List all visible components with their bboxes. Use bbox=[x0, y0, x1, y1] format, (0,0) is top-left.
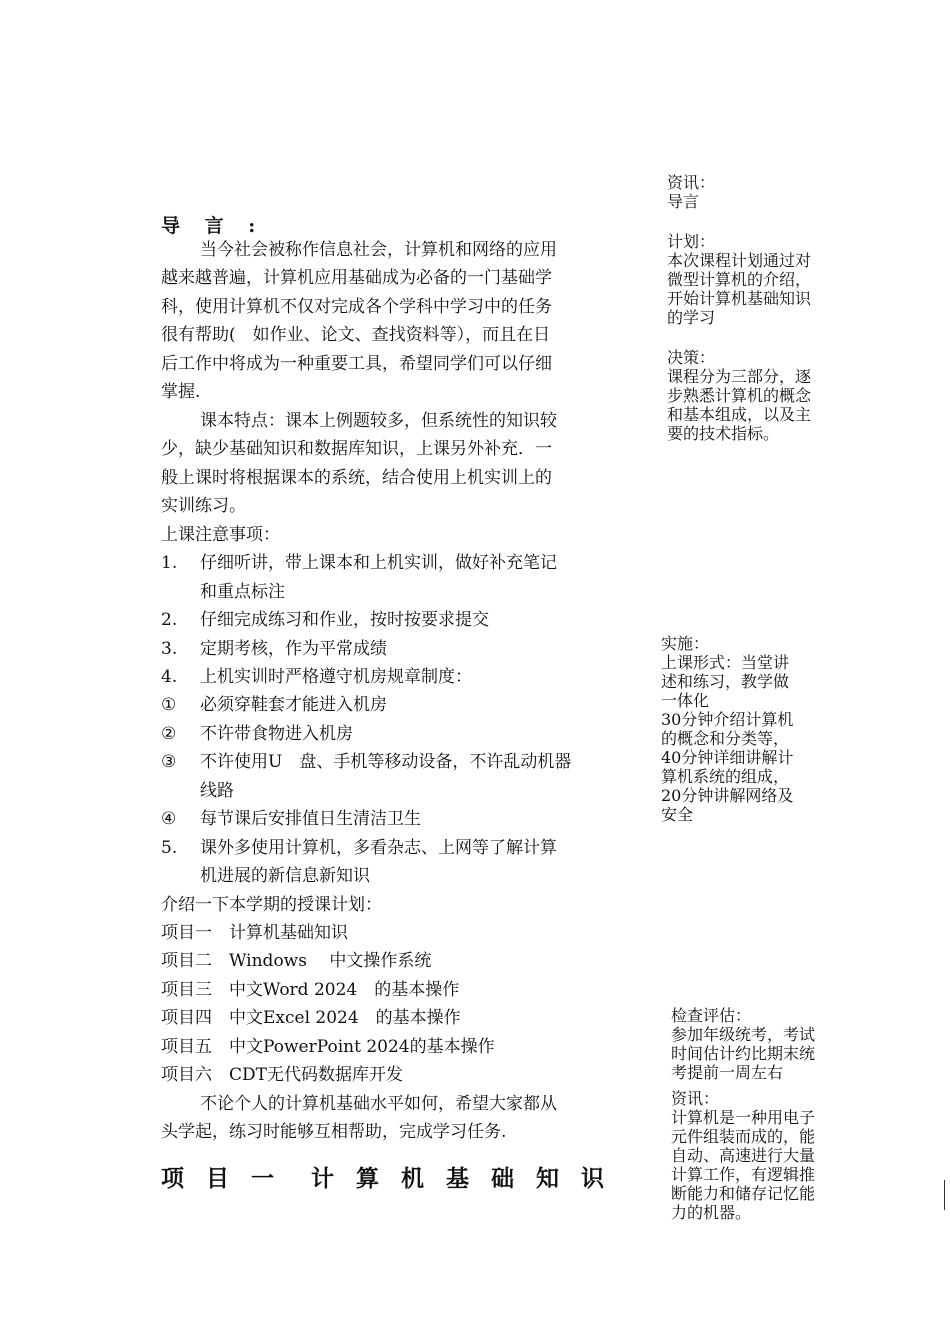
sidebar-implement-block bbox=[661, 634, 793, 824]
sidebar-text: 述和练习，教学做 bbox=[661, 672, 790, 691]
item-number: ① bbox=[161, 695, 177, 715]
para1-line: 当今社会被称作信息社会，计算机和网络的应用 bbox=[200, 240, 557, 260]
item-number: 4. bbox=[161, 667, 178, 687]
sidebar-label: 计划： bbox=[667, 232, 716, 251]
sidebar-text: 元件组装而成的，能 bbox=[671, 1127, 816, 1146]
project-line: 项目三 中文Word 2024 的基本操作 bbox=[161, 980, 460, 1000]
para2-line: 课本特点：课本上例题较多，但系统性的知识较 bbox=[200, 411, 557, 431]
sidebar-text: 断能力和储存记忆能 bbox=[671, 1184, 816, 1203]
item-text: 和重点标注 bbox=[200, 582, 285, 602]
sidebar-text: 和基本组成，以及主 bbox=[667, 405, 812, 424]
sidebar-text: 一体化 bbox=[661, 691, 710, 710]
para1-line: 很有帮助( 如作业、论文、查找资料等），而且在日 bbox=[161, 325, 551, 345]
sidebar-text: 计算工作，有逻辑推 bbox=[671, 1165, 816, 1184]
project-line: 项目一 计算机基础知识 bbox=[161, 923, 348, 943]
item-number: ② bbox=[161, 724, 177, 744]
plan-title: 介绍一下本学期的授课计划： bbox=[161, 895, 382, 915]
item-number: 1. bbox=[161, 553, 178, 573]
sidebar-text: 本次课程计划通过对 bbox=[667, 251, 812, 270]
sidebar-text: 时间估计约比期末统 bbox=[671, 1044, 816, 1063]
item-text: 每节课后安排值日生清洁卫生 bbox=[200, 809, 421, 829]
sidebar-label: 资讯： bbox=[667, 173, 716, 192]
sidebar-text: 40分钟详细讲解计 bbox=[661, 748, 794, 767]
project-line: 项目六 CDT无代码数据库开发 bbox=[161, 1065, 403, 1085]
item-number: ④ bbox=[161, 809, 177, 829]
sidebar-info2-block bbox=[671, 1089, 815, 1222]
para2-line: 般上课时将根据课本的系统，结合使用上机实训上的 bbox=[161, 468, 552, 488]
sidebar-text: 上课形式：当堂讲 bbox=[661, 653, 790, 672]
project-line: 项目五 中文PowerPoint 2024的基本操作 bbox=[161, 1037, 495, 1057]
item-text: 上机实训时严格遵守机房规章制度： bbox=[200, 667, 472, 687]
item-text: 定期考核，作为平常成绩 bbox=[200, 639, 387, 659]
sidebar-text: 微型计算机的介绍， bbox=[667, 270, 812, 289]
sidebar-text: 步熟悉计算机的概念 bbox=[667, 386, 812, 405]
project1-heading: 项 目 一 计 算 机 基 础 知 识 bbox=[161, 1165, 612, 1192]
project-line: 项目四 中文Excel 2024 的基本操作 bbox=[161, 1008, 461, 1028]
item-number: 2. bbox=[161, 610, 178, 630]
notes-title: 上课注意事项： bbox=[161, 525, 280, 545]
sidebar-text: 的学习 bbox=[667, 308, 716, 327]
para1-line: 后工作中将成为一种重要工具，希望同学们可以仔细 bbox=[161, 354, 552, 374]
sidebar-text: 20分钟讲解网络及 bbox=[661, 786, 794, 805]
sidebar-text: 的概念和分类等， bbox=[661, 729, 790, 748]
sidebar-text: 课程分为三部分，逐 bbox=[667, 367, 812, 386]
sidebar-info-block bbox=[667, 173, 715, 211]
item-number: ③ bbox=[161, 752, 177, 772]
para1-line: 越来越普遍，计算机应用基础成为必备的一门基础学 bbox=[161, 268, 552, 288]
sidebar-text: 参加年级统考，考试 bbox=[671, 1025, 816, 1044]
sidebar-text: 开始计算机基础知识 bbox=[667, 289, 812, 308]
margin-rule bbox=[944, 1180, 945, 1210]
item-text: 仔细听讲，带上课本和上机实训，做好补充笔记 bbox=[200, 553, 557, 573]
closing-line: 不论个人的计算机基础水平如何，希望大家都从 bbox=[200, 1094, 557, 1114]
sidebar-text: 算机系统的组成， bbox=[661, 767, 790, 786]
sidebar-label: 资讯： bbox=[671, 1089, 720, 1108]
sidebar-label: 决策： bbox=[667, 348, 716, 367]
item-number: 5. bbox=[161, 838, 178, 858]
sidebar-text: 考提前一周左右 bbox=[671, 1063, 784, 1082]
sidebar-text: 自动、高速进行大量 bbox=[671, 1146, 816, 1165]
sidebar-text: 要的技术指标。 bbox=[667, 424, 780, 443]
item-text: 不许带食物进入机房 bbox=[200, 724, 353, 744]
intro-heading: 导 言 : bbox=[161, 215, 265, 237]
item-text: 机进展的新信息新知识 bbox=[200, 866, 370, 886]
para2-line: 实训练习。 bbox=[161, 496, 246, 516]
item-number: 3. bbox=[161, 639, 178, 659]
sidebar-text: 30分钟介绍计算机 bbox=[661, 710, 794, 729]
sidebar-text: 安全 bbox=[661, 805, 694, 824]
item-text: 课外多使用计算机，多看杂志、上网等了解计算 bbox=[200, 838, 557, 858]
item-text: 线路 bbox=[200, 781, 234, 801]
sidebar-plan-block bbox=[667, 232, 811, 327]
project-line: 项目二 Windows 中文操作系统 bbox=[161, 951, 432, 971]
item-text: 仔细完成练习和作业，按时按要求提交 bbox=[200, 610, 489, 630]
sidebar-text: 导言 bbox=[667, 192, 700, 211]
sidebar-decision-block bbox=[667, 348, 811, 443]
sidebar-text: 力的机器。 bbox=[671, 1203, 752, 1222]
sidebar-text: 计算机是一种用电子 bbox=[671, 1108, 816, 1127]
closing-line: 头学起，练习时能够互相帮助，完成学习任务. bbox=[161, 1122, 507, 1142]
sidebar-label: 检查评估： bbox=[671, 1006, 752, 1025]
item-text: 必须穿鞋套才能进入机房 bbox=[200, 695, 387, 715]
para1-line: 科，使用计算机不仅对完成各个学科中学习中的任务 bbox=[161, 297, 552, 317]
sidebar-evaluation-block bbox=[671, 1006, 815, 1082]
sidebar-label: 实施： bbox=[661, 634, 710, 653]
para1-line: 掌握. bbox=[161, 382, 201, 402]
para2-line: 少，缺少基础知识和数据库知识，上课另外补充．一 bbox=[161, 439, 552, 459]
item-text: 不许使用U 盘、手机等移动设备，不许乱动机器 bbox=[200, 752, 572, 772]
